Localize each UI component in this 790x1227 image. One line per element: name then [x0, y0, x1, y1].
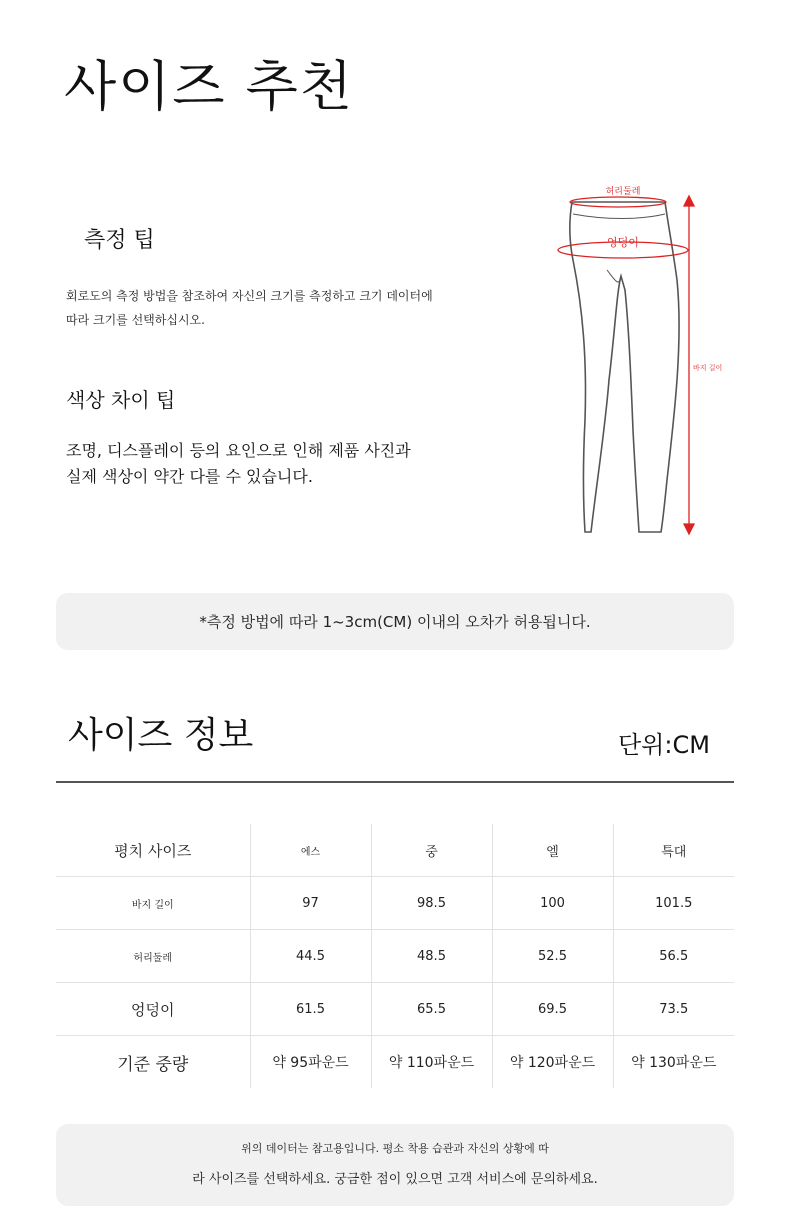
- waist-label: 허리둘레: [605, 187, 641, 197]
- table-cell: 52.5: [492, 930, 613, 983]
- table-cell: 73.5: [613, 983, 734, 1036]
- table-cell: 약 110파운드: [371, 1036, 492, 1089]
- length-label: 바지 길이: [693, 364, 723, 372]
- table-cell: 101.5: [613, 877, 734, 930]
- header-cell: 평치 사이즈: [56, 824, 250, 877]
- table-cell: 약 130파운드: [631, 1055, 717, 1071]
- measure-tip-text: 회로도의 측정 방법을 참조하여 자신의 크기를 측정하고 크기 데이터에 따라 크기를 선택하십시오.: [66, 289, 433, 327]
- table-row: [56, 930, 734, 983]
- table-cell: 44.5: [250, 930, 371, 983]
- table-row: [56, 1036, 734, 1089]
- hip-label: 엉덩이: [607, 236, 639, 249]
- page-title: 사이즈 추천: [64, 55, 354, 118]
- table-header-row: [56, 824, 734, 877]
- table-cell: 61.5: [250, 983, 371, 1036]
- tolerance-note: [56, 593, 734, 650]
- footer-note-line2: 라 사이즈를 선택하세요. 궁금한 점이 있으면 고객 서비스에 문의하세요.: [192, 1172, 598, 1187]
- row-label: 기준 중량: [56, 1036, 250, 1089]
- row-label: 허리둘레: [56, 930, 250, 983]
- section-divider: [56, 781, 734, 783]
- measure-tip-heading: 측정 팁: [84, 228, 155, 253]
- table-cell: 약 95파운드: [250, 1036, 371, 1089]
- table-cell: 98.5: [371, 877, 492, 930]
- footer-note: [56, 1124, 734, 1206]
- table-row: [56, 877, 734, 930]
- pants-outline: [570, 202, 679, 532]
- table-cell: 약 120파운드: [492, 1036, 613, 1089]
- table-cell: 48.5: [371, 930, 492, 983]
- unit-label: 단위:CM: [618, 731, 710, 759]
- table-cell: 56.5: [613, 930, 734, 983]
- table-cell: 65.5: [371, 983, 492, 1036]
- table-cell: 100: [492, 877, 613, 930]
- header-cell: 에스: [250, 824, 371, 877]
- footer-note-line1: 위의 데이터는 참고용입니다. 평소 착용 습관과 자신의 상황에 따: [241, 1142, 549, 1155]
- header-cell: 엘: [492, 824, 613, 877]
- pants-diagram: [545, 180, 745, 540]
- row-label: 엉덩이: [56, 983, 250, 1036]
- row-label: 바지 길이: [56, 877, 250, 930]
- tolerance-note-text: *측정 방법에 따라 1~3cm(CM) 이내의 오차가 허용됩니다.: [199, 613, 591, 631]
- header-cell: 중: [371, 824, 492, 877]
- color-tip-text: 조명, 디스플레이 등의 요인으로 인해 제품 사진과 실제 색상이 약간 다를 수 있습니다.: [66, 441, 411, 486]
- size-table: [56, 824, 734, 1088]
- size-info-title: 사이즈 정보: [68, 715, 254, 756]
- color-tip-heading: 색상 차이 팁: [66, 388, 176, 412]
- table-row: [56, 983, 734, 1036]
- header-cell: 특대: [613, 824, 734, 877]
- table-cell: 69.5: [492, 983, 613, 1036]
- table-cell: 97: [250, 877, 371, 930]
